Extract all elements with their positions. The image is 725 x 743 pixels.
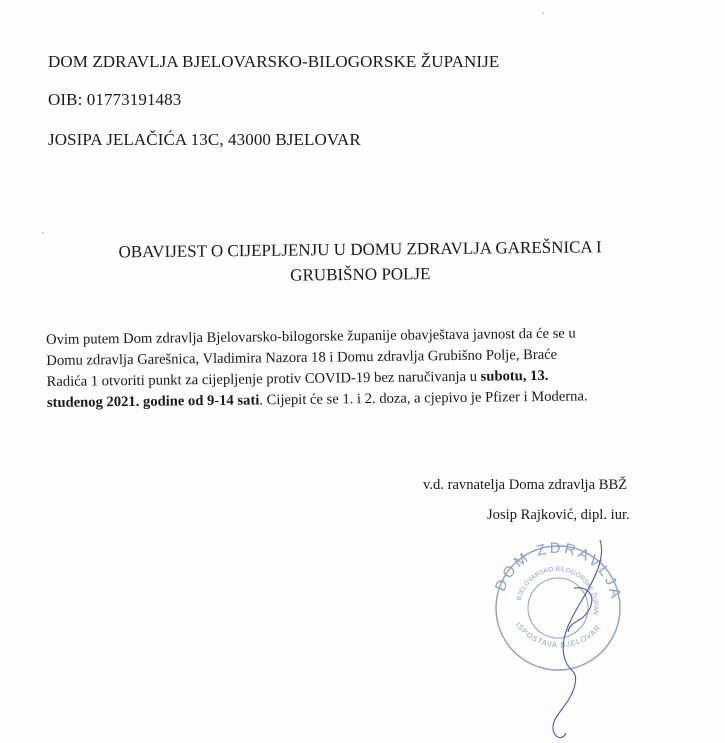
body-date-part-1: subotu, 13. [480, 367, 549, 385]
organization-name: DOM ZDRAVLJA BJELOVARSKO-BILOGORSKE ŽUPANIJE [48, 52, 500, 71]
body-line-4-text: . Cijepit će se 1. i 2. doza, a cjepivo je Pfizer i Moderna. [259, 388, 588, 409]
notice-body [46, 323, 647, 414]
organization-address: JOSIPA JELAČIĆA 13C, 43000 BJELOVAR [48, 130, 361, 149]
body-line-1: Ovim putem Dom zdravlja Bjelovarsko-bilogorske županije obavještava javnost da će se u [46, 325, 576, 348]
stamp-bottom-text: ISPOSTAVA BJELOVAR [513, 620, 603, 650]
signatory-role: v.d. ravnatelja Doma zdravlja BBŽ [423, 477, 628, 493]
notice-title-line-1: OBAVIJEST O CIJEPLJENJU U DOMU ZDRAVLJA GAREŠNICA I [118, 237, 602, 262]
body-line-3-text: Radića 1 otvoriti punkt za cijepljenje protiv COVID-19 bez naručivanja u [46, 368, 481, 390]
signatory-name: Josip Rajković, dipl. iur. [487, 507, 630, 523]
stamp-outer-text: DOM ZDRAVLJA [491, 539, 625, 603]
body-line-2: Domu zdravlja Garešnica, Vladimira Nazora 18 i Domu zdravlja Grubišno Polje, Braće [46, 346, 558, 369]
body-date-part-2: studenog 2021. godine od 9-14 sati [46, 392, 260, 411]
notice-title [60, 234, 660, 290]
stamp-inner-ring [524, 574, 592, 642]
stamp-outer-ring [488, 538, 628, 678]
official-stamp-with-signature [478, 528, 638, 743]
scan-artifact [42, 232, 44, 234]
organization-oib: OIB: 01773191483 [48, 90, 182, 109]
notice-title-line-2: GRUBIŠNO POLJE [290, 264, 431, 285]
scan-artifact [542, 12, 544, 14]
stamp-inner-text: BJELOVARSKO-BILOGORSKE ŽUPANIJE [486, 530, 600, 616]
